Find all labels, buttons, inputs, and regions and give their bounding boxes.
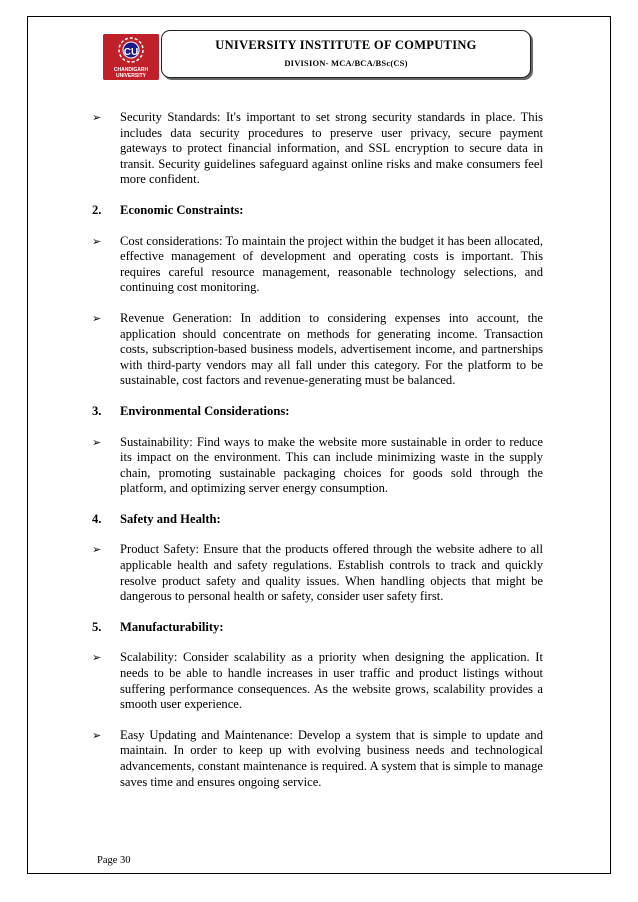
arrow-bullet-icon: ➢ [92,311,102,325]
section-number: 4. [92,511,102,526]
arrow-bullet-icon: ➢ [92,728,102,742]
section-heading [92,203,543,219]
logo-caption-2: UNIVERSITY [115,73,147,79]
revenue-generation-text: Revenue Generation: In addition to considering expenses into account, the application should concentrate on methods for generating income. Transaction costs, subscription-based business models, advertisement income, and partnerships with third-party vendors may all fall under this category. For the platform to be sustainable, cost factors and revenue-generating must be balanced. [120,310,543,388]
list-item [92,234,543,296]
page-header [103,30,535,82]
arrow-bullet-icon: ➢ [92,651,102,665]
list-item [92,110,543,188]
section-title: Economic Constraints: [120,202,244,217]
section-heading [92,512,543,528]
section-number: 2. [92,202,102,217]
list-item [92,435,543,497]
section-heading [92,620,543,636]
section-title: Manufacturability: [120,619,224,634]
section-number: 3. [92,403,102,418]
list-item [92,542,543,604]
arrow-bullet-icon: ➢ [92,435,102,449]
section-title: Environmental Considerations: [120,403,290,418]
list-item [92,650,543,712]
security-standards-text: Security Standards: It's important to set strong security standards in place. This includes data security procedures to preserve user privacy, secure payment gateways to protect financial information, and SSL encryption to secure data in transit. Security guidelines safeguard against online risks and make consumers feel more confident. [120,110,543,187]
header-title-box [161,30,531,78]
arrow-bullet-icon: ➢ [92,543,102,557]
product-safety-text: Product Safety: Ensure that the products offered through the website adhere to all applicable health and safety regulations. Establish controls to track and quickly resolve product safety and quality issues. When handling objects that might be dangerous to personal health or safety, consider user safety first. [120,542,543,604]
maintenance-text: Easy Updating and Maintenance: Develop a system that is simple to update and maintain. In order to keep up with evolving business needs and technological advancements, constant maintenance is required. A system that is simple to manage saves time and ensures ongoing service. [120,727,543,789]
section-number: 5. [92,619,102,634]
institute-title: UNIVERSITY INSTITUTE OF COMPUTING [215,38,477,52]
section-heading [92,404,543,420]
division-subtitle: DIVISION- MCA/BCA/BSc(CS) [284,58,408,68]
arrow-bullet-icon: ➢ [92,234,102,248]
arrow-bullet-icon: ➢ [92,111,102,124]
list-item [92,311,543,389]
scalability-text: Scalability: Consider scalability as a priority when designing the application. It needs to be able to handle increases in user traffic and product listings without suffering performance consequences. As the website grows, scalability provides a smooth user experience. [120,650,543,712]
logo-caption-1: CHANDIGARH [113,67,149,73]
page-content [92,110,543,805]
sustainability-text: Sustainability: Find ways to make the website more sustainable in order to reduce its impact on the environment. This can include minimizing waste in the supply chain, promoting sustainable packaging choices for goods sold through the platform, and optimizing server energy consumption. [120,434,543,496]
university-logo [103,34,159,80]
logo-text: CU [123,47,139,58]
cost-considerations-text: Cost considerations: To maintain the project within the budget it has been allocated, effective management of development and operating costs is important. This requires careful resource management, reasonable technology selections, and continuing cost monitoring. [120,233,543,295]
page-number: Page 30 [97,855,131,866]
section-title: Safety and Health: [120,511,221,526]
list-item [92,728,543,790]
